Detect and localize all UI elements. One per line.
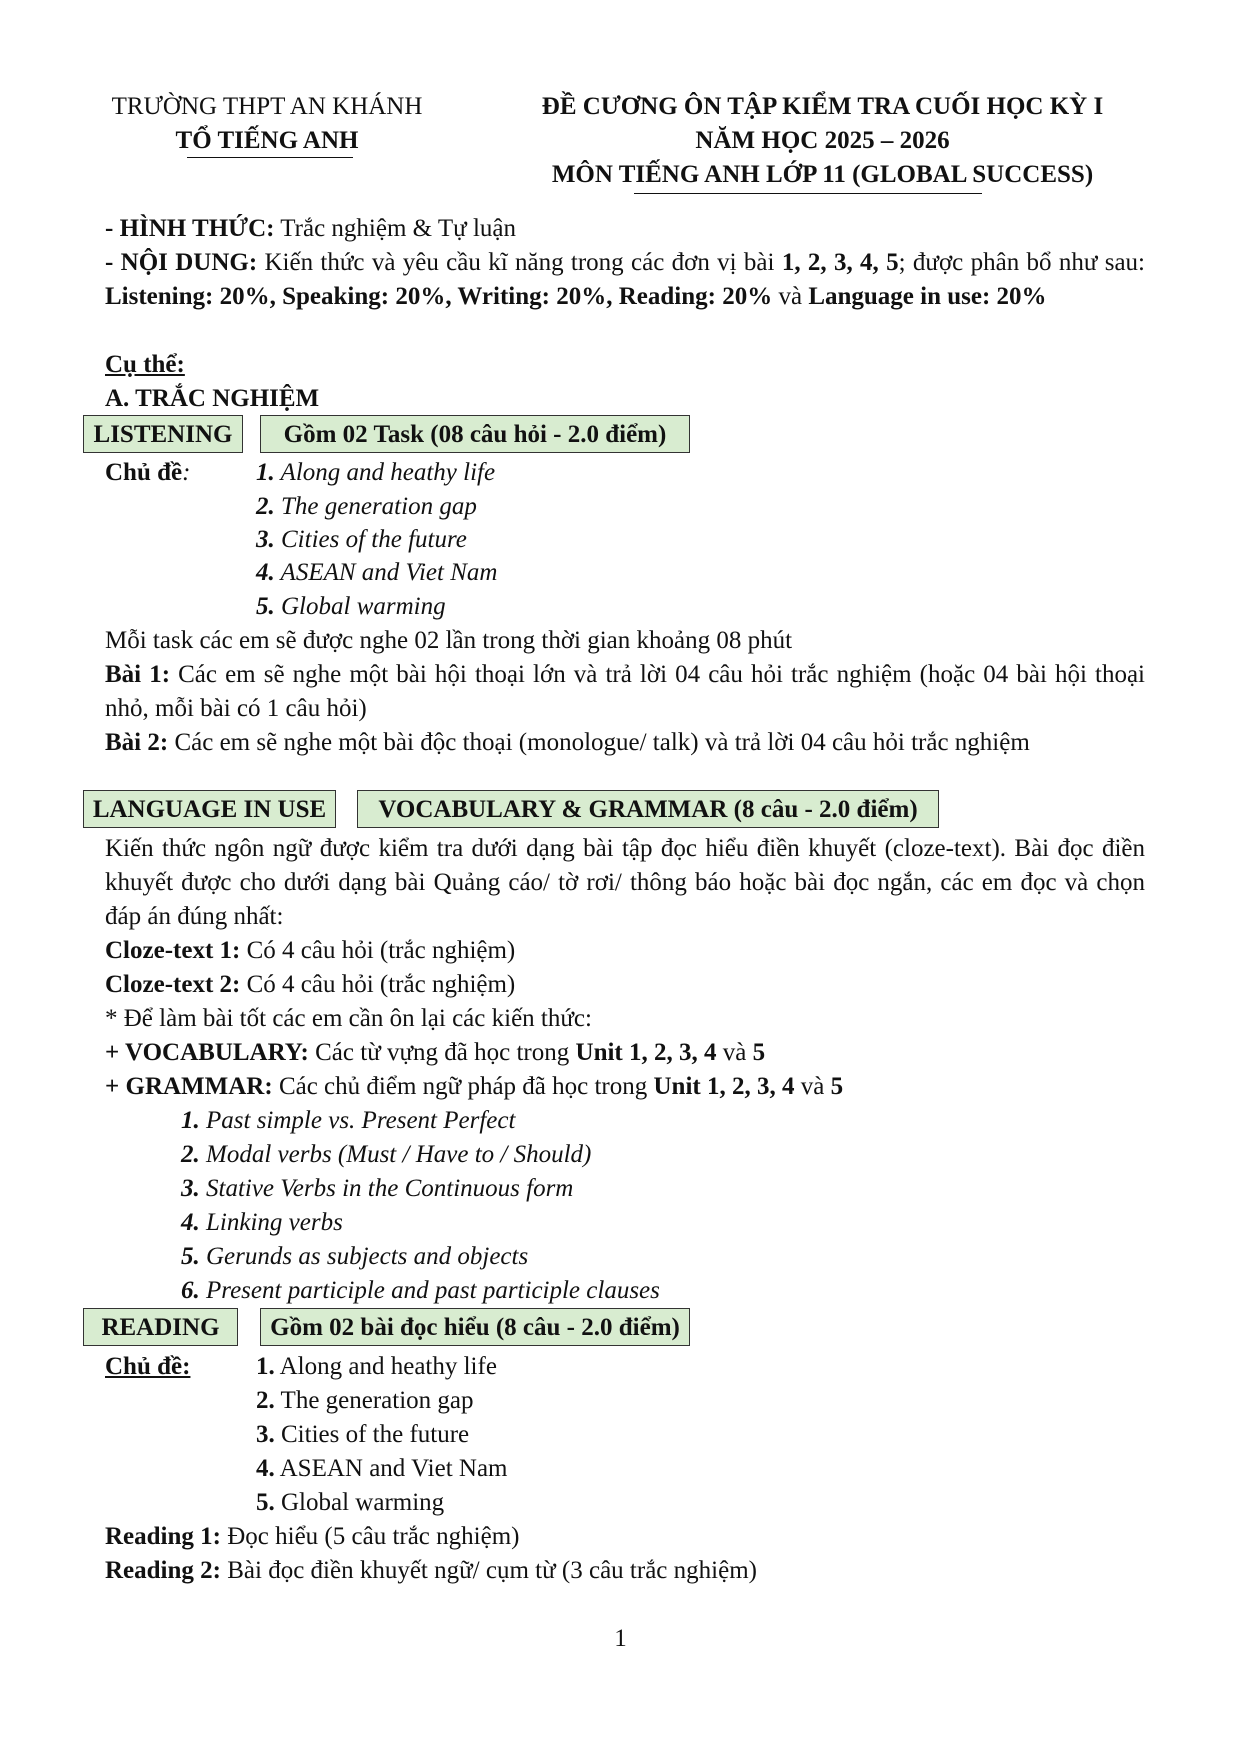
specific-label: Cụ thể:	[105, 351, 185, 378]
listening-topic-label	[105, 456, 190, 490]
grammar-num: 2.	[181, 1141, 200, 1168]
listening-topic-3	[256, 523, 467, 557]
topic-text: The generation gap	[274, 493, 477, 520]
topic-num: 4.	[256, 1455, 275, 1482]
topic-num: 1.	[256, 1353, 275, 1380]
reading-1	[105, 1520, 1145, 1554]
grammar-item-5	[181, 1240, 528, 1274]
topic-text: ASEAN and Viet Nam	[274, 1455, 508, 1482]
vocab-text: Các từ vựng đã học trong	[308, 1039, 576, 1066]
content-label: - NỘI DUNG:	[105, 249, 258, 276]
topic-text: Global warming	[274, 593, 446, 620]
listening-topic-5	[256, 590, 446, 624]
listening-bai-1	[105, 658, 1145, 726]
topic-text: ASEAN and Viet Nam	[274, 559, 498, 586]
subject-title: MÔN TIẾNG ANH LỚP 11 (GLOBAL SUCCESS)	[551, 161, 1094, 188]
vocab-last: 5	[752, 1039, 766, 1066]
reading-box: READING	[83, 1308, 238, 1346]
grammar-label: + GRAMMAR:	[105, 1073, 273, 1100]
topic-text: Along and heathy life	[274, 459, 496, 486]
cloze-2	[105, 968, 1145, 1002]
skills-percent: Listening: 20%, Speaking: 20%, Writing: 20%, Reading: 20%	[105, 283, 773, 310]
listening-box: LISTENING	[83, 415, 243, 453]
cloze-2-label: Cloze-text 2:	[105, 971, 241, 998]
listening-desc-box: Gồm 02 Task (08 câu hỏi - 2.0 điểm)	[260, 415, 690, 453]
grammar-item-4	[181, 1206, 343, 1240]
reading-topic-4	[256, 1452, 508, 1486]
section-a-label: A. TRẮC NGHIỆM	[105, 385, 320, 412]
grammar-text: Past simple vs. Present Perfect	[199, 1107, 516, 1134]
grammar-num: 4.	[181, 1209, 200, 1236]
grammar-text: Gerunds as subjects and objects	[199, 1243, 529, 1270]
topic-text: Cities of the future	[274, 1421, 470, 1448]
language-percent: Language in use: 20%	[808, 283, 1047, 310]
topic-text: The generation gap	[274, 1387, 474, 1414]
listening-note: Mỗi task các em sẽ được nghe 02 lần trong thời gian khoảng 08 phút	[105, 627, 793, 654]
grammar-num: 6.	[181, 1277, 200, 1304]
bai-2-text: Các em sẽ nghe một bài độc thoại (monologue/ talk) và trả lời 04 câu hỏi trắc nghiệm	[168, 729, 1030, 756]
content-and: và	[772, 283, 809, 310]
topic-num: 3.	[256, 526, 275, 553]
content-paragraph	[105, 246, 1145, 314]
reading-2-text: Bài đọc điền khuyết ngữ/ cụm từ (3 câu trắc nghiệm)	[220, 1557, 757, 1584]
school-year: NĂM HỌC 2025 – 2026	[695, 127, 950, 154]
content-units: 1, 2, 3, 4, 5	[781, 249, 899, 276]
grammar-text: Stative Verbs in the Continuous form	[199, 1175, 574, 1202]
topic-text: Along and heathy life	[274, 1353, 497, 1380]
form-line	[105, 212, 1145, 246]
topic-num: 2.	[256, 493, 275, 520]
vocab-label: + VOCABULARY:	[105, 1039, 309, 1066]
language-desc-box: VOCABULARY & GRAMMAR (8 câu - 2.0 điểm)	[357, 790, 939, 828]
topic-num: 5.	[256, 593, 275, 620]
grammar-item-2	[181, 1138, 591, 1172]
school-name: TRƯỜNG THPT AN KHÁNH	[111, 93, 423, 120]
vocab-and: và	[716, 1039, 753, 1066]
reading-topic-3	[256, 1418, 469, 1452]
bai-1-label: Bài 1:	[105, 661, 171, 688]
cloze-1	[105, 934, 1145, 968]
topic-label: Chủ đề:	[105, 1353, 191, 1380]
grammar-item-1	[181, 1104, 515, 1138]
grammar-num: 5.	[181, 1243, 200, 1270]
grammar-num: 3.	[181, 1175, 200, 1202]
reading-topic-label	[105, 1350, 190, 1384]
page-number: 1	[614, 1625, 627, 1652]
header-left	[82, 90, 452, 158]
grammar-text: Present participle and past participle clauses	[199, 1277, 660, 1304]
reading-topic-2	[256, 1384, 474, 1418]
reading-desc-box: Gồm 02 bài đọc hiểu (8 câu - 2.0 điểm)	[260, 1308, 690, 1346]
document-title: ĐỀ CƯƠNG ÔN TẬP KIỂM TRA CUỐI HỌC KỲ I	[541, 93, 1104, 120]
grammar-item-6	[181, 1274, 660, 1308]
reading-topic-5	[256, 1486, 444, 1520]
section-a-heading	[105, 382, 1145, 416]
grammar-line	[105, 1070, 1145, 1104]
review-note: * Để làm bài tốt các em cần ôn lại các kiến thức:	[105, 1005, 592, 1032]
topic-label: Chủ đề	[105, 459, 183, 486]
grammar-num: 1.	[181, 1107, 200, 1134]
cloze-1-label: Cloze-text 1:	[105, 937, 241, 964]
subject-underline	[634, 193, 982, 194]
reading-1-text: Đọc hiểu (5 câu trắc nghiệm)	[220, 1523, 520, 1550]
grammar-text: Các chủ điểm ngữ pháp đã học trong	[272, 1073, 654, 1100]
form-value: Trắc nghiệm & Tự luận	[274, 215, 517, 242]
content-text-2: ; được phân bổ như sau:	[898, 249, 1145, 276]
topic-num: 5.	[256, 1489, 275, 1516]
specific-heading	[105, 348, 1145, 382]
topic-num: 2.	[256, 1387, 275, 1414]
listening-bai-2	[105, 726, 1145, 760]
topic-colon: :	[182, 459, 191, 486]
vocab-units: Unit 1, 2, 3, 4	[575, 1039, 717, 1066]
cloze-1-text: Có 4 câu hỏi (trắc nghiệm)	[240, 937, 516, 964]
vocabulary-line	[105, 1036, 1145, 1070]
bai-2-label: Bài 2:	[105, 729, 169, 756]
cloze-2-text: Có 4 câu hỏi (trắc nghiệm)	[240, 971, 516, 998]
topic-num: 3.	[256, 1421, 275, 1448]
reading-topic-1	[256, 1350, 497, 1384]
department-name: TỔ TIẾNG ANH	[175, 127, 359, 154]
department-underline	[187, 157, 353, 158]
reading-1-label: Reading 1:	[105, 1523, 221, 1550]
reading-2	[105, 1554, 1145, 1588]
grammar-units: Unit 1, 2, 3, 4	[653, 1073, 795, 1100]
grammar-item-3	[181, 1172, 573, 1206]
listening-topic-4	[256, 556, 497, 590]
grammar-and: và	[794, 1073, 831, 1100]
topic-num: 4.	[256, 559, 275, 586]
listening-topic-2	[256, 490, 477, 524]
reading-2-label: Reading 2:	[105, 1557, 221, 1584]
grammar-last: 5	[830, 1073, 844, 1100]
language-box: LANGUAGE IN USE	[83, 790, 336, 828]
topic-num: 1.	[256, 459, 275, 486]
topic-text: Cities of the future	[274, 526, 467, 553]
grammar-text: Modal verbs (Must / Have to / Should)	[199, 1141, 592, 1168]
topic-text: Global warming	[274, 1489, 445, 1516]
header-right	[470, 90, 1175, 192]
language-paragraph: Kiến thức ngôn ngữ được kiểm tra dưới dạng bài tập đọc hiểu điền khuyết (cloze-text). Bài đọc điền khuyết được cho dưới dạng bài Quảng cáo/ tờ rơi/ thông báo hoặc bài đọc ngắn, các em đọc và chọn đáp án đúng nhất:	[105, 835, 1145, 930]
listening-topic-1	[256, 456, 495, 490]
form-label: - HÌNH THỨC:	[105, 215, 275, 242]
grammar-text: Linking verbs	[199, 1209, 343, 1236]
content-text: Kiến thức và yêu cầu kĩ năng trong các đơn vị bài	[257, 249, 782, 276]
bai-1-text: Các em sẽ nghe một bài hội thoại lớn và trả lời 04 câu hỏi trắc nghiệm (hoặc 04 bài hội thoại nhỏ, mỗi bài có 1 câu hỏi)	[105, 661, 1145, 722]
